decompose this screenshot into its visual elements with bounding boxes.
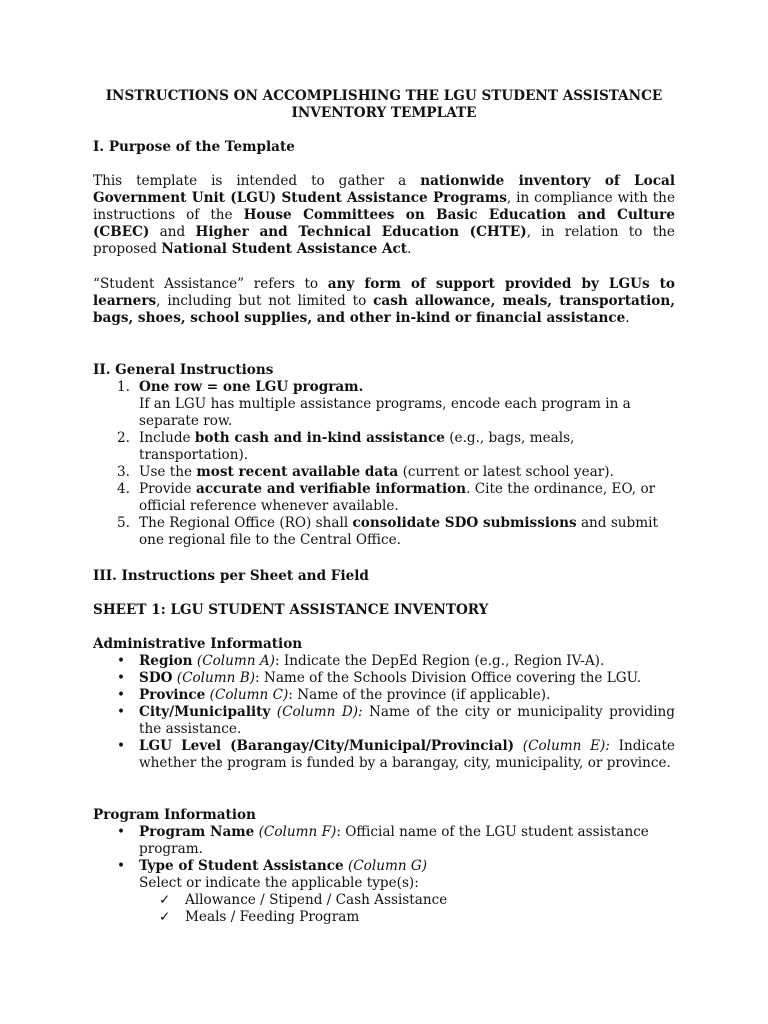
field-name: Program Name bbox=[139, 824, 255, 840]
list-item bbox=[93, 379, 675, 430]
type-options bbox=[93, 892, 675, 926]
list-item-text: (e.g., bags, meals, transportation). bbox=[139, 430, 575, 463]
section-2-heading: II. General Instructions bbox=[93, 362, 274, 378]
p1-text-5: . bbox=[407, 241, 412, 257]
field-description: : Name of the province (if applicable). bbox=[288, 687, 551, 703]
list-item bbox=[93, 738, 675, 772]
type-option-label: Allowance / Stipend / Cash Assistance bbox=[185, 892, 448, 908]
field-column: (Column E): bbox=[514, 738, 610, 754]
p1-text-4: , in relation to the proposed bbox=[93, 224, 675, 257]
field-name: SDO bbox=[139, 670, 173, 686]
p1-bold-3: Higher and Technical Education (CHTE) bbox=[195, 224, 527, 240]
bullet: • bbox=[117, 738, 126, 754]
section-1-heading: I. Purpose of the Template bbox=[93, 139, 295, 155]
list-item bbox=[93, 858, 675, 875]
purpose-paragraph bbox=[93, 173, 675, 258]
list-item-bold: most recent available data bbox=[196, 464, 399, 480]
p2-text-3: . bbox=[625, 310, 630, 326]
list-item-text: Use the bbox=[139, 464, 197, 480]
field-column: (Column D): bbox=[270, 704, 363, 720]
bullet: • bbox=[117, 704, 126, 720]
field-description: : Indicate the DepEd Region (e.g., Region IV-A). bbox=[274, 653, 605, 669]
list-item bbox=[93, 670, 675, 687]
bullet: • bbox=[117, 858, 126, 874]
field-column: (Column F) bbox=[254, 824, 337, 840]
list-item-bold: accurate and verifiable information bbox=[195, 481, 467, 497]
bullet: • bbox=[117, 670, 126, 686]
title-line-2: INVENTORY TEMPLATE bbox=[291, 105, 477, 121]
field-description: : Official name of the LGU student assistance program. bbox=[139, 824, 649, 857]
admin-info-list bbox=[93, 653, 675, 772]
list-number: 5. bbox=[117, 515, 130, 531]
list-item bbox=[93, 704, 675, 738]
list-item-bold: both cash and in-kind assistance bbox=[194, 430, 445, 446]
field-description: Name of the city or municipality providing the assistance. bbox=[139, 704, 675, 737]
field-column: (Column A) bbox=[192, 653, 275, 669]
list-item bbox=[93, 653, 675, 670]
p2-bold-1: any form of support provided by LGUs to learners bbox=[93, 276, 676, 309]
list-number: 2. bbox=[117, 430, 130, 446]
list-item-bold: One row = one LGU program. bbox=[139, 379, 364, 395]
list-item-bold: consolidate SDO submissions bbox=[352, 515, 577, 531]
field-description: Indicate whether the program is funded by a barangay, city, municipality, or province. bbox=[139, 738, 675, 771]
list-number: 3. bbox=[117, 464, 130, 480]
list-item-text: The Regional Office (RO) shall bbox=[139, 515, 353, 531]
field-name: Province bbox=[139, 687, 206, 703]
admin-info-heading: Administrative Information bbox=[93, 636, 303, 652]
p1-bold-4: National Student Assistance Act bbox=[161, 241, 408, 257]
p1-text-2: , in compliance with the instructions of the bbox=[93, 190, 675, 223]
list-item-text: Provide bbox=[139, 481, 196, 497]
document-title bbox=[90, 88, 678, 122]
p1-text-3: and bbox=[149, 224, 196, 240]
field-column: (Column B) bbox=[172, 670, 256, 686]
field-column: (Column G) bbox=[343, 858, 428, 874]
list-item bbox=[93, 824, 675, 858]
bullet: • bbox=[117, 824, 126, 840]
list-item bbox=[93, 481, 675, 515]
list-item-text: If an LGU has multiple assistance programs, encode each program in a separate row. bbox=[139, 396, 631, 429]
field-name: City/Municipality bbox=[139, 704, 271, 720]
list-number: 1. bbox=[117, 379, 130, 395]
bullet: • bbox=[117, 687, 126, 703]
list-number: 4. bbox=[117, 481, 130, 497]
type-option bbox=[159, 892, 675, 909]
list-item-text: . Cite the ordinance, EO, or official reference whenever available. bbox=[139, 481, 656, 514]
bullet: • bbox=[117, 653, 126, 669]
check-icon: ✓ bbox=[159, 909, 171, 925]
title-line-1: INSTRUCTIONS ON ACCOMPLISHING THE LGU STUDENT ASSISTANCE bbox=[105, 88, 663, 104]
type-option bbox=[159, 909, 675, 926]
p1-bold-2: House Committees on Basic Education and Culture (CBEC) bbox=[93, 207, 675, 240]
field-name: LGU Level (Barangay/City/Municipal/Provincial) bbox=[139, 738, 515, 754]
section-3-heading: III. Instructions per Sheet and Field bbox=[93, 568, 369, 584]
list-item bbox=[93, 687, 675, 704]
definition-paragraph bbox=[93, 276, 675, 327]
p2-text-1: “Student Assistance” refers to bbox=[93, 276, 328, 292]
list-item bbox=[93, 430, 675, 464]
list-item-text: (current or latest school year). bbox=[398, 464, 614, 480]
field-description: : Name of the Schools Division Office covering the LGU. bbox=[255, 670, 642, 686]
list-item-text: and submit one regional file to the Central Office. bbox=[139, 515, 658, 548]
general-instructions-list bbox=[93, 379, 675, 549]
list-item bbox=[93, 515, 675, 549]
field-name: Type of Student Assistance bbox=[139, 858, 344, 874]
p2-text-2: , including but not limited to bbox=[156, 293, 374, 309]
list-item bbox=[93, 464, 675, 481]
field-column: (Column C) bbox=[205, 687, 289, 703]
type-intro: Select or indicate the applicable type(s): bbox=[139, 875, 419, 891]
p1-bold-1: nationwide inventory of Local Government Unit (LGU) Student Assistance Programs bbox=[93, 173, 675, 206]
p1-text-1: This template is intended to gather a bbox=[93, 173, 421, 189]
list-item-text: Include bbox=[139, 430, 195, 446]
sheet-1-heading: SHEET 1: LGU STUDENT ASSISTANCE INVENTORY bbox=[93, 602, 489, 618]
program-info-heading: Program Information bbox=[93, 807, 256, 823]
field-name: Region bbox=[139, 653, 193, 669]
program-info-list bbox=[93, 824, 675, 926]
type-option-label: Meals / Feeding Program bbox=[185, 909, 360, 925]
check-icon: ✓ bbox=[159, 892, 171, 908]
p2-bold-2: cash allowance, meals, transportation, bags, shoes, school supplies, and other in-kind or financial assistance bbox=[93, 293, 675, 326]
